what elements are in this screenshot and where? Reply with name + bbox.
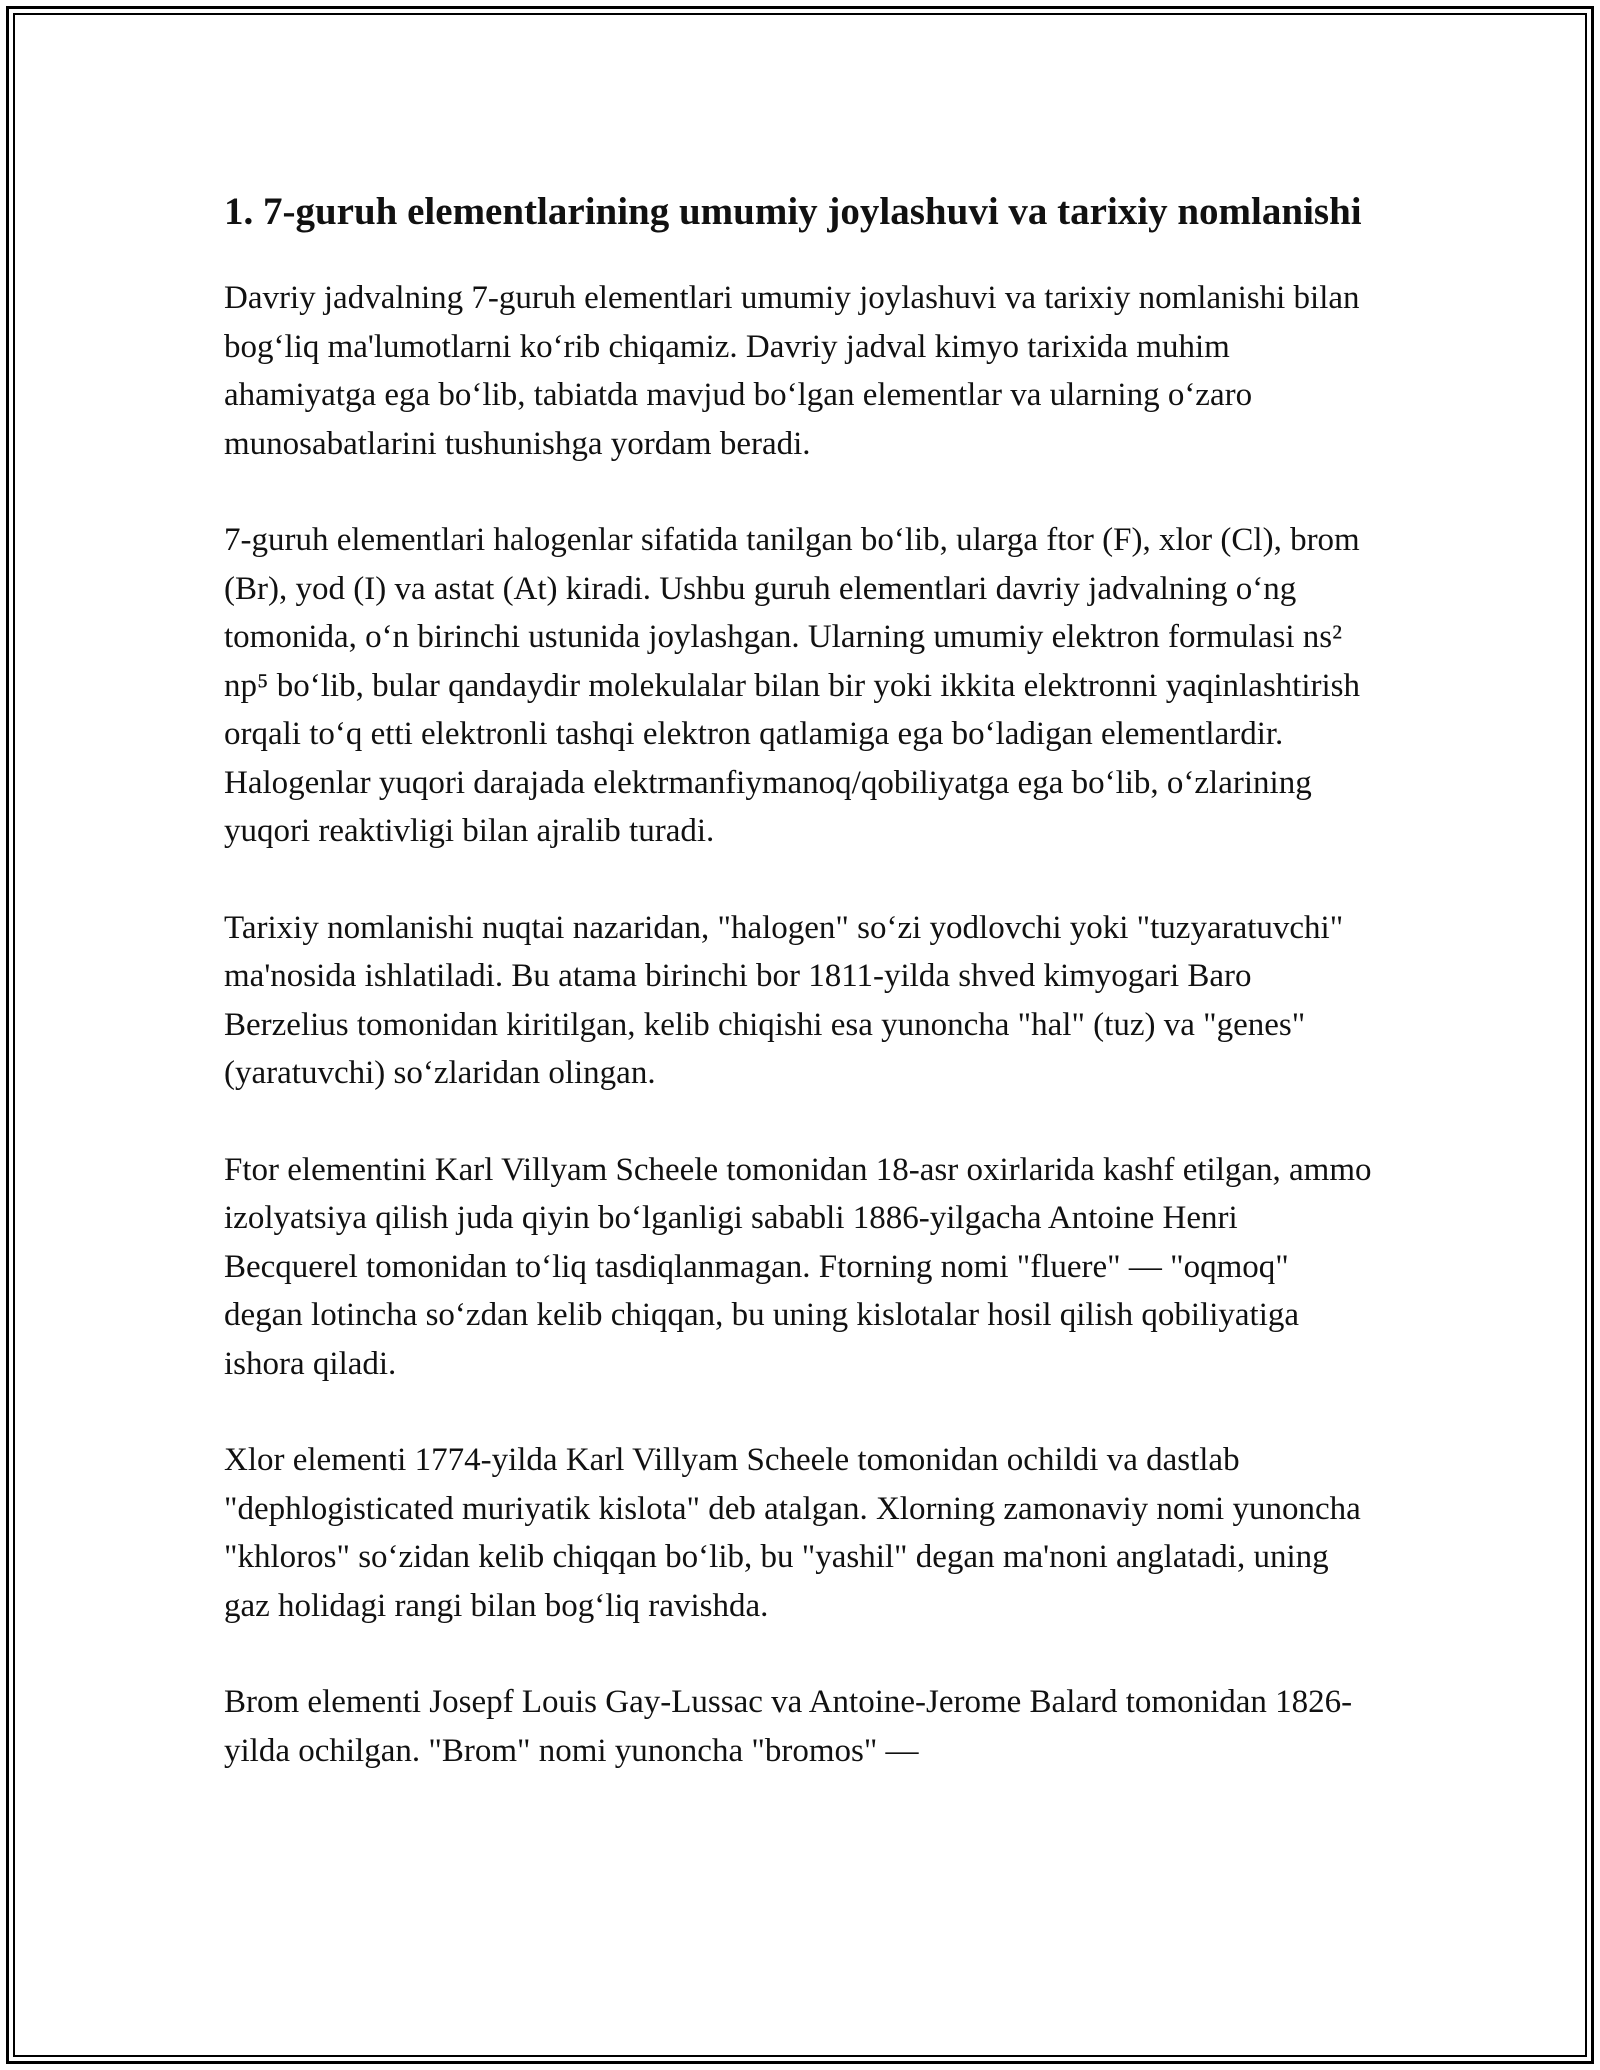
document-body: [224, 185, 1374, 1823]
section-title: 1. 7-guruh elementlarining umumiy joylashuvi va tarixiy nomlanishi: [224, 190, 1362, 233]
paragraph-halogens: 7-guruh elementlari halogenlar sifatida tanilgan bo‘lib, ularga ftor (F), xlor (Cl), brom (Br), yod (I) va astat (At) kiradi. Ushbu guruh elementlari davriy jadvalning o‘ng tomonida, o‘n birinchi ustunida joylashgan. Ularning umumiy elektron formulasi ns² np⁵ bo‘lib, bular qandaydir molekulalar bilan bir yoki ikkita elektronni yaqinlashtirish orqali to‘q etti elektronli tashqi elektron qatlamiga ega bo‘ladigan elementlardir. Halogenlar yuqori darajada elektrmanfiymanoq/qobiliyatga ega bo‘lib, o‘zlarining yuqori reaktivligi bilan ajralib turadi.: [224, 522, 1361, 849]
paragraph-bromine: Brom elementi Josepf Louis Gay-Lussac va Antoine-Jerome Balard tomonidan 1826-yilda ochilgan. "Brom" nomi yunoncha "bromos" —: [224, 1684, 1353, 1769]
paragraph-chlorine: Xlor elementi 1774-yilda Karl Villyam Scheele tomonidan ochildi va dastlab "dephlogisticated muriyatik kislota" deb atalgan. Xlorning zamonaviy nomi yunoncha "khloros" so‘zidan kelib chiqqan bo‘lib, bu "yashil" degan ma'noni anglatadi, uning gaz holidagi rangi bilan bog‘liq ravishda.: [224, 1442, 1361, 1624]
paragraph-fluorine: Ftor elementini Karl Villyam Scheele tomonidan 18-asr oxirlarida kashf etilgan, ammo izolyatsiya qilish juda qiyin bo‘lganligi sababli 1886-yilgacha Antoine Henri Becquerel tomonidan to‘liq tasdiqlanmagan. Ftorning nomi "fluere" — "oqmoq" degan lotincha so‘zdan kelib chiqqan, bu uning kislotalar hosil qilish qobiliyatiga ishora qiladi.: [224, 1151, 1372, 1382]
paragraph-intro: Davriy jadvalning 7-guruh elementlari umumiy joylashuvi va tarixiy nomlanishi bilan bog‘liq ma'lumotlarni ko‘rib chiqamiz. Davriy jadval kimyo tarixida muhim ahamiyatga ega bo‘lib, tabiatda mavjud bo‘lgan elementlar va ularning o‘zaro munosabatlarini tushunishga yordam beradi.: [224, 280, 1360, 462]
paragraph-naming-history: Tarixiy nomlanishi nuqtai nazaridan, "halogen" so‘zi yodlovchi yoki "tuzyaratuvchi" ma'nosida ishlatiladi. Bu atama birinchi bor 1811-yilda shved kimyogari Baro Berzelius tomonidan kiritilgan, kelib chiqishi esa yunoncha "hal" (tuz) va "genes" (yaratuvchi) so‘zlaridan olingan.: [224, 909, 1344, 1091]
